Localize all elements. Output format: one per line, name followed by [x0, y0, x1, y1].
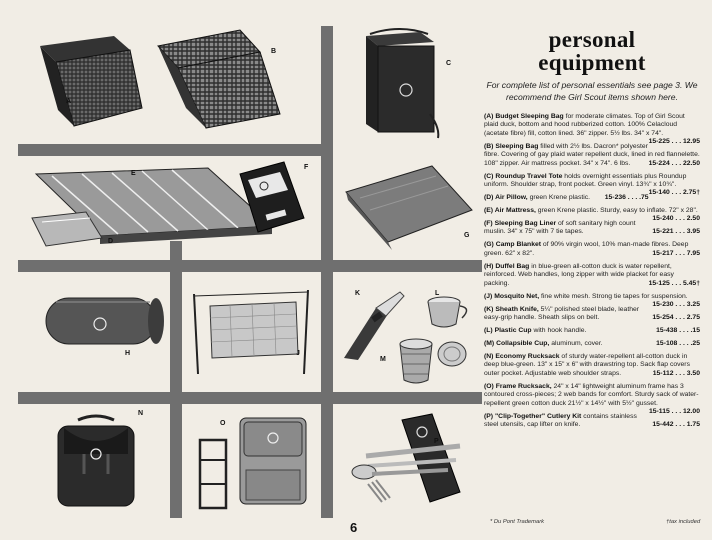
page-number: 6	[350, 520, 358, 535]
product-price: 15-442 . . . 1.75	[652, 421, 700, 429]
product-description: of soft sanitary high count muslin. 34" x 75" with 7 tie tapes.	[484, 220, 636, 236]
label-h: H	[125, 350, 131, 357]
product-description: of 90% virgin wool, 10% man-made fibres. Deep green. 62" x 82".	[484, 241, 689, 257]
grid-divider	[18, 392, 482, 404]
tax-note: †tax included	[666, 519, 701, 525]
intro-text: For complete list of personal essentials see page 3. We recommend the Girl Scout items shown here.	[486, 80, 698, 102]
grid-divider	[170, 241, 182, 518]
label-b: B	[271, 48, 277, 55]
product-price: 15-115 . . . 12.00	[648, 408, 700, 416]
budget-sleeping-bag-illustration	[22, 28, 162, 138]
product-entry	[484, 353, 700, 378]
product-description: holds overnight essentials plus Roundup uniform. Shoulder strap, front pocket. Green vinyl. 13¾" x 10¾".	[484, 172, 687, 189]
product-name: (J) Mosquito Net,	[484, 292, 540, 300]
product-description: of sturdy water-repellent all-cotton duck in deep blue-green. 13" x 15" x 6" with drawstring top. Sack flap covers outer pocket. Adjustable web shoulder straps.	[484, 353, 690, 377]
product-price: 15-221 . . . 3.95	[652, 228, 700, 236]
product-name: (H) Duffel Bag	[484, 262, 530, 270]
product-description: contains stainless steel utensils, cap lifter on knife.	[484, 412, 637, 429]
product-name: (G) Camp Blanket	[484, 241, 542, 249]
label-e: E	[131, 170, 136, 177]
product-description: green Krene plastic. Sturdy, easy to inflate. 72" x 28".	[535, 207, 698, 215]
grid-divider	[18, 260, 482, 272]
label-a: A	[66, 98, 72, 105]
item-list	[484, 113, 700, 430]
product-price: 15-254 . . . 2.75	[652, 314, 700, 322]
product-description: 5¼" polished steel blade, leather easy-grip handle. Sheath slips on belt.	[484, 305, 640, 322]
duffel-bag-illustration	[36, 288, 168, 354]
product-description: green Krene plastic.	[527, 194, 591, 202]
product-entry	[484, 340, 700, 348]
product-description: 24" x 14" lightweight aluminum frame has 3 contoured cross-pieces; 2 web bands for comfort. Sturdy sack of water-repellent green cotton duck 21½" x 14½" with 5½" gusset.	[484, 382, 699, 407]
title-line-2: equipment	[538, 50, 646, 75]
product-entry	[484, 263, 700, 288]
product-illustrations	[18, 26, 482, 518]
product-description: with hook handle.	[531, 327, 587, 335]
product-description: in blue-green all-cotton duck is water repellent, reinforced. Web handles, long zipper with wide placket for easy packing.	[484, 262, 674, 287]
label-d: D	[108, 238, 114, 245]
product-description: for moderate climates. Top of Girl Scout plaid duck, bottom and hood rubberized cotton. 100% Celacloud (acetate fibre) fill, cotton lined. 36" zipper. 5½ lbs. 34" x 74".	[484, 113, 685, 137]
grid-divider	[321, 26, 333, 518]
product-name: (D) Air Pillow,	[484, 194, 528, 202]
product-price: 15-240 . . . 2.50	[652, 215, 700, 223]
product-price: 15-230 . . . 3.25	[652, 301, 700, 309]
product-description: filled with 2½ lbs. Dacron* polyester fibre. Covering of gay plaid water repellent duck, lined in red flannelette. 108" zipper. Air mattress pocket. 34" x 74". 6 lbs.	[484, 142, 700, 167]
label-o: O	[220, 420, 226, 427]
sleeping-bag-liner-illustration	[234, 160, 308, 236]
label-j: J	[296, 350, 300, 357]
product-price: 15-112 . . . 3.50	[652, 369, 700, 377]
product-name: (L) Plastic Cup	[484, 327, 532, 335]
product-name: (K) Sheath Knife,	[484, 305, 539, 313]
label-f: F	[304, 164, 309, 171]
air-pillow-illustration	[28, 210, 106, 250]
product-price: 15-236 . . . .75	[604, 194, 649, 202]
label-g: G	[464, 232, 470, 239]
product-name: (B) Sleeping Bag	[484, 142, 539, 150]
product-name: (P) "Clip-Together" Cutlery Kit	[484, 412, 582, 420]
frame-rucksack-illustration	[194, 410, 314, 514]
product-name: (E) Air Mattress,	[484, 207, 536, 215]
trademark-note: * Du Pont Trademark	[490, 519, 545, 525]
product-price: 15-125 . . . 5.45†	[648, 279, 700, 287]
grid-divider	[18, 144, 321, 156]
product-entry	[484, 172, 700, 197]
page-title	[484, 28, 700, 74]
mosquito-net-illustration	[186, 282, 316, 382]
product-price: 15-224 . . . 22.50	[648, 159, 700, 167]
product-entry	[484, 327, 700, 335]
label-p: P	[434, 438, 439, 445]
product-name: (C) Roundup Travel Tote	[484, 172, 563, 180]
label-k: K	[355, 290, 361, 297]
label-n: N	[138, 410, 144, 417]
product-name: (F) Sleeping Bag Liner	[484, 220, 557, 228]
product-price: 15-217 . . . 7.95	[652, 249, 700, 257]
product-name: (A) Budget Sleeping Bag	[484, 113, 564, 120]
collapsible-cup-illustration	[394, 334, 472, 388]
title-line-1: personal	[548, 27, 636, 52]
sleeping-bag-illustration	[148, 26, 318, 141]
travel-tote-illustration	[358, 28, 442, 140]
product-entry	[484, 207, 700, 223]
label-m: M	[380, 356, 386, 363]
cutlery-kit-illustration	[338, 412, 478, 516]
product-price: 15-140 . . . 2.75†	[648, 189, 700, 197]
product-description: fine white mesh. Strong tie tapes for suspension.	[539, 292, 688, 300]
product-name: (N) Economy Rucksack	[484, 353, 560, 361]
economy-rucksack-illustration	[48, 414, 144, 514]
product-price: 15-225 . . . 12.95	[648, 138, 700, 146]
camp-blanket-illustration	[340, 162, 480, 252]
text-column	[484, 22, 700, 532]
product-price: 15-108 . . . .25	[656, 340, 700, 348]
product-entry	[484, 241, 700, 258]
plastic-cup-illustration	[422, 294, 476, 332]
product-description: aluminum, cover.	[549, 340, 603, 348]
product-price: 15-438 . . . .15	[656, 327, 700, 335]
label-l: L	[435, 290, 440, 297]
label-c: C	[446, 60, 452, 67]
product-name: (O) Frame Rucksack,	[484, 382, 552, 390]
product-name: (M) Collapsible Cup,	[484, 340, 550, 348]
